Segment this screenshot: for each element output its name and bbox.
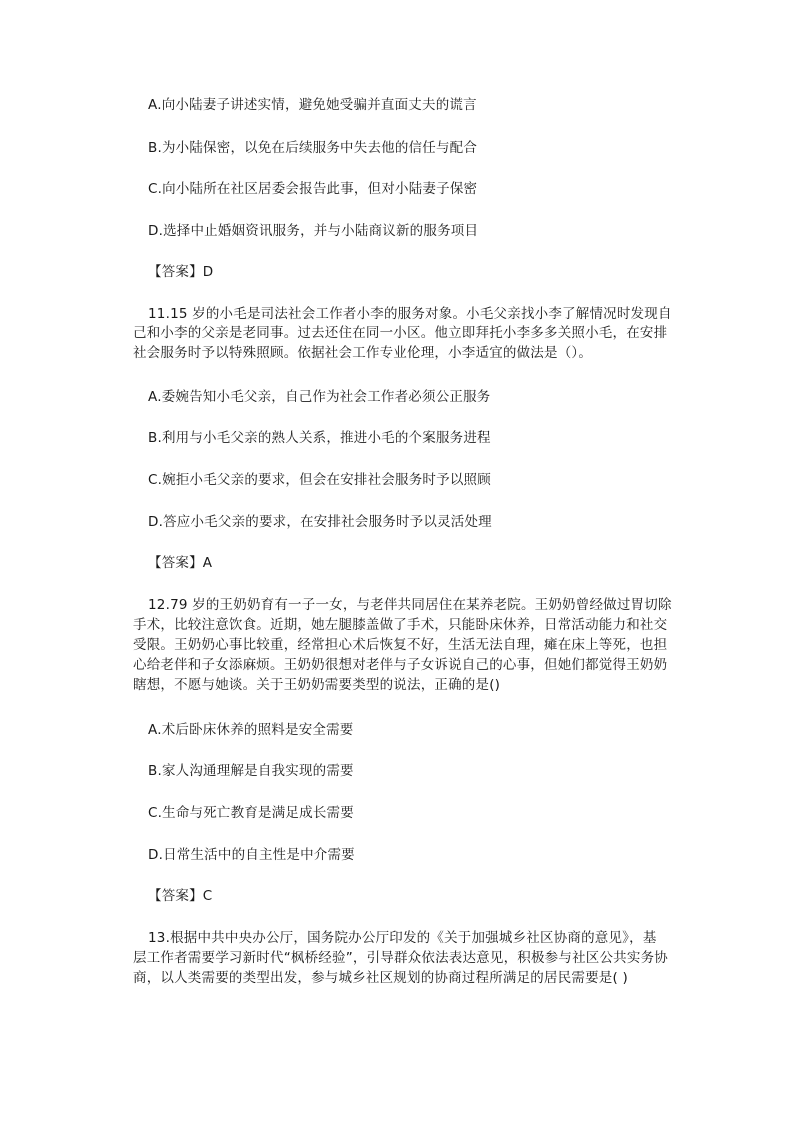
- q12-text-line-4: 心给老伴和子女添麻烦。王奶奶很想对老伴与子女诉说自己的心事，但她们都觉得王奶奶: [133, 657, 668, 673]
- q11-option-d: D.答应小毛父亲的要求，在安排社会服务时予以灵活处理: [148, 514, 492, 530]
- q12-option-d: D.日常生活中的自主性是中介需要: [148, 847, 355, 863]
- q12-option-b: B.家人沟通理解是自我实现的需要: [148, 763, 354, 779]
- q10-option-a: A.向小陆妻子讲述实情，避免她受骗并直面丈夫的谎言: [148, 97, 477, 113]
- q13-text-line-2: 层工作者需要学习新时代“枫桥经验”，引导群众依法表达意见，积极参与社区公共实务协: [133, 950, 668, 966]
- q13-text-line-1: 13.根据中共中央办公厅，国务院办公厅印发的《关于加强城乡社区协商的意见》，基: [148, 930, 657, 946]
- q12-option-c: C.生命与死亡教育是满足成长需要: [148, 805, 354, 821]
- q11-text-line-3: 社会服务时予以特殊照顾。依据社会工作专业伦理，小李适宜的做法是（）。: [133, 345, 593, 361]
- q12-text-line-3: 受限。王奶奶心事比较重，经常担心术后恢复不好，生活无法自理，瘫在床上等死，也担: [133, 637, 668, 653]
- q10-option-b: B.为小陆保密，以免在后续服务中失去他的信任与配合: [148, 140, 478, 156]
- q11-option-a: A.委婉告知小毛父亲，自己作为社会工作者必须公正服务: [148, 389, 491, 405]
- q13-text-line-3: 商，以人类需要的类型出发，参与城乡社区规划的协商过程所满足的居民需要是( ): [133, 970, 628, 986]
- q12-text-line-1: 12.79 岁的王奶奶育有一子一女，与老伴共同居住在某养老院。王奶奶曾经做过胃切除: [148, 597, 672, 613]
- q11-option-c: C.婉拒小毛父亲的要求，但会在安排社会服务时予以照顾: [148, 472, 491, 488]
- q12-answer: 【答案】C: [148, 888, 213, 904]
- q11-option-b: B.利用与小毛父亲的熟人关系，推进小毛的个案服务进程: [148, 430, 491, 446]
- q12-text-line-5: 瞎想，不愿与她谈。关于王奶奶需要类型的说法，正确的是(): [133, 677, 501, 693]
- q12-text-line-2: 手术，比较注意饮食。近期，她左腿膝盖做了手术，只能卧床休养，日常活动能力和社交: [133, 617, 668, 633]
- q10-option-d: D.选择中止婚姻资讯服务，并与小陆商议新的服务项目: [148, 223, 479, 239]
- q12-option-a: A.术后卧床休养的照料是安全需要: [148, 722, 354, 738]
- q10-option-c: C.向小陆所在社区居委会报告此事，但对小陆妻子保密: [148, 181, 478, 197]
- q11-answer: 【答案】A: [148, 555, 213, 571]
- q10-answer: 【答案】D: [148, 264, 214, 280]
- q11-text-line-1: 11.15 岁的小毛是司法社会工作者小李的服务对象。小毛父亲找小李了解情况时发现自: [148, 306, 672, 322]
- q11-text-line-2: 己和小李的父亲是老同事。过去还住在同一小区。他立即拜托小李多多关照小毛，在安排: [133, 325, 668, 341]
